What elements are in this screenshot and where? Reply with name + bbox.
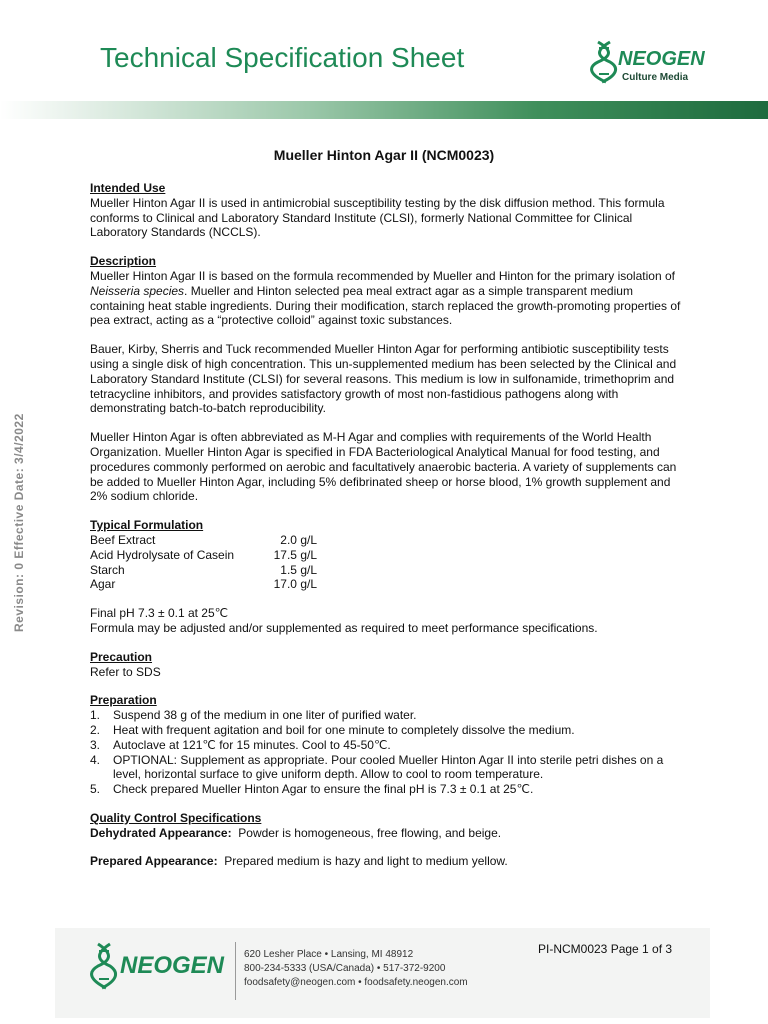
- preparation-step: 2. Heat with frequent agitation and boil for one minute to completely dissolve the medium.: [90, 722, 575, 737]
- document-title: Mueller Hinton Agar II (NCM0023): [273, 147, 495, 163]
- footer-web: foodsafety@neogen.com • foodsafety.neogen.com: [244, 977, 468, 988]
- footer-phone: 800-234-5333 (USA/Canada) • 517-372-9200: [244, 963, 446, 974]
- logo-wordmark: NEOGEN: [618, 48, 705, 70]
- section-heading-intended-use: Intended Use: [90, 181, 166, 195]
- precaution-text: Refer to SDS: [90, 664, 161, 679]
- section-heading-preparation: Preparation: [90, 693, 157, 708]
- footer-divider: [235, 942, 236, 1000]
- description-paragraph-3: Mueller Hinton Agar is often abbreviated as M-H Agar and complies with requirements of the World Health Organization. Mueller Hinton Agar is specified in FDA Bacteriological Analytical Manual for food testing, and procedures commonly performed on aerobic and facultatively anaerobic bacteria. A variety of supplements can be added to Mueller Hinton Agar, including 5% defibrinated sheep or horse blood, 1% growth supplement and 2% sodium chloride.: [90, 430, 677, 504]
- formulation-table: [90, 533, 317, 592]
- header-gradient-band: [0, 101, 768, 119]
- ingredient-amount: 1.5 g/L: [280, 562, 317, 577]
- ingredient-name: Starch: [90, 562, 125, 577]
- formulation-row: [90, 548, 317, 563]
- ingredient-name: Beef Extract: [90, 532, 156, 547]
- organism-name: Neisseria species: [90, 283, 185, 298]
- page-number: PI-NCM0023 Page 1 of 3: [538, 942, 673, 956]
- preparation-step: 1. Suspend 38 g of the medium in one liter of purified water.: [90, 708, 417, 723]
- page-footer: [55, 928, 710, 1018]
- ingredient-name: Agar: [90, 577, 116, 592]
- formulation-row: [90, 577, 317, 592]
- ingredient-amount: 2.0 g/L: [280, 532, 317, 547]
- page-header-title: Technical Specification Sheet: [100, 42, 465, 73]
- preparation-steps: [90, 708, 690, 797]
- preparation-step: 5. Check prepared Mueller Hinton Agar to ensure the final pH is 7.3 ± 0.1 at 25℃.: [90, 782, 534, 797]
- dna-helix-icon: [90, 942, 120, 990]
- section-heading-formulation: Typical Formulation: [90, 518, 204, 533]
- footer-neogen-logo: [90, 942, 235, 990]
- section-heading-quality-control: Quality Control Specifications: [90, 810, 262, 825]
- prepared-appearance: Prepared Appearance: Prepared medium is hazy and light to medium yellow.: [90, 854, 508, 869]
- formulation-row: [90, 533, 317, 548]
- formulation-note: Formula may be adjusted and/or supplemented as required to meet performance specifications.: [90, 620, 598, 635]
- section-heading-precaution: Precaution: [90, 649, 153, 664]
- final-ph: Final pH 7.3 ± 0.1 at 25℃: [90, 606, 229, 621]
- footer-logo-wordmark: NEOGEN: [120, 952, 225, 979]
- section-heading-description: Description: [90, 254, 157, 269]
- dna-helix-icon: [590, 40, 620, 84]
- formulation-row: [90, 563, 317, 578]
- footer-address: 620 Lesher Place • Lansing, MI 48912: [244, 949, 414, 960]
- description-paragraph-1: Mueller Hinton Agar II is based on the formula recommended by Mueller and Hinton for the primary isolation of Neisseria species. Mueller and Hinton selected pea meal extract agar as a simple transparent medium containing heat stable ingredients. During their modification, starch replaced the growth-promoting properties of pea extract, acting as a “protective colloid” against toxic substances.: [90, 268, 681, 328]
- preparation-step: 4. OPTIONAL: Supplement as appropriate. Pour cooled Mueller Hinton Agar II into sterile petri dishes on a level, horizontal surface to give uniform depth. Allow to cool to room temperature.: [90, 752, 664, 782]
- description-paragraph-2: Bauer, Kirby, Sherris and Tuck recommended Mueller Hinton Agar for performing antibiotic susceptibility tests using a single disk of high concentration. This un-supplemented medium has been selected by the Clinical and Laboratory Standard Institute (CLSI) for several reasons. This medium is low in sulfonamide, trimethoprim and tetracycline inhibitors, and provides satisfactory growth of most non-fastidious pathogens along with demonstrating batch-to-batch reproducibility.: [90, 342, 677, 416]
- footer-contact: [244, 948, 468, 990]
- neogen-logo: [590, 40, 710, 86]
- logo-subtitle: Culture Media: [622, 72, 689, 83]
- ingredient-amount: 17.5 g/L: [273, 547, 317, 562]
- ingredient-name: Acid Hydrolysate of Casein: [90, 547, 235, 562]
- document-body: [90, 181, 690, 869]
- ingredient-amount: 17.0 g/L: [273, 577, 317, 592]
- preparation-step: 3. Autoclave at 121℃ for 15 minutes. Cool to 45-50℃.: [90, 737, 391, 752]
- intended-use-text: Mueller Hinton Agar II is used in antimicrobial susceptibility testing by the disk diffusion method. This formula conforms to Clinical and Laboratory Standard Institute (CLSI), formerly National Committee for Clinical Laboratory Standards (NCCLS).: [90, 195, 665, 240]
- dehydrated-appearance: Dehydrated Appearance: Powder is homogeneous, free flowing, and beige.: [90, 825, 502, 840]
- revision-effective-date: Revision: 0 Effective Date: 3/4/2022: [12, 413, 26, 632]
